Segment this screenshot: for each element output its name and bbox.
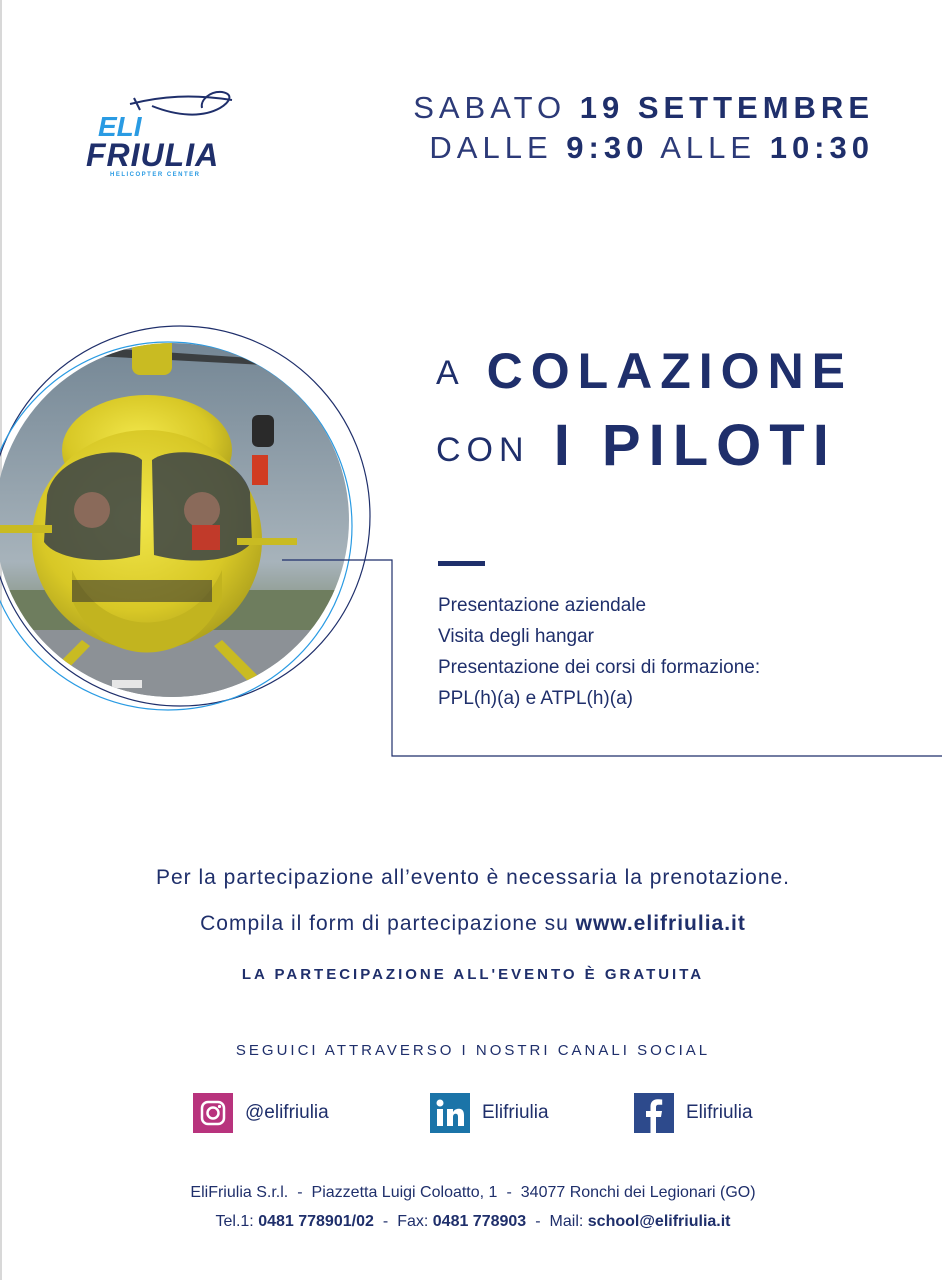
reservation-note: Per la partecipazione all’evento è necessaria la prenotazione. bbox=[155, 866, 791, 889]
fax-number: 0481 778903 bbox=[432, 1213, 527, 1230]
linkedin-handle: Elifriulia bbox=[482, 1102, 549, 1123]
linkedin-link[interactable] bbox=[430, 1091, 549, 1135]
accent-dash bbox=[438, 561, 485, 566]
city: 34077 Ronchi dei Legionari (GO) bbox=[520, 1184, 756, 1201]
footer-contacts: Tel.1: 0481 778901/02 - Fax: 0481 778903 - Mail: school@elifriulia.it bbox=[215, 1213, 731, 1230]
program-item: Presentazione aziendale bbox=[438, 595, 647, 616]
facebook-icon bbox=[634, 1093, 674, 1133]
form-prefix: Compila il form di partecipazione su bbox=[200, 912, 569, 935]
form-note bbox=[2, 912, 942, 936]
day-value: 19 SETTEMBRE bbox=[579, 90, 874, 125]
program-item: PPL(h)(a) e ATPL(h)(a) bbox=[438, 688, 633, 709]
logo-friulia: FRIULIA bbox=[86, 137, 220, 173]
logo-tagline: HELICOPTER CENTER bbox=[110, 172, 201, 178]
event-date bbox=[413, 88, 874, 168]
time-to-prefix: ALLE bbox=[660, 130, 757, 165]
time-to: 10:30 bbox=[769, 130, 874, 165]
phone-number[interactable]: 0481 778901/02 bbox=[258, 1213, 374, 1230]
day-prefix: SABATO bbox=[413, 90, 567, 125]
website-link[interactable]: www.elifriulia.it bbox=[575, 912, 746, 935]
free-notice: LA PARTECIPAZIONE ALL'EVENTO È GRATUITA bbox=[241, 966, 705, 983]
logo-eli: ELI bbox=[98, 111, 142, 142]
title-line-2 bbox=[436, 412, 837, 479]
company-name: EliFriulia S.r.l. bbox=[190, 1184, 289, 1201]
time-from: 9:30 bbox=[566, 130, 649, 165]
title-piloti: I PILOTI bbox=[553, 413, 837, 478]
instagram-handle: @elifriulia bbox=[245, 1102, 329, 1123]
instagram-link[interactable] bbox=[193, 1091, 329, 1135]
social-heading: SEGUICI ATTRAVERSO I NOSTRI CANALI SOCIAL bbox=[235, 1042, 711, 1059]
program-list bbox=[438, 590, 760, 714]
footer-address: EliFriulia S.r.l. - Piazzetta Luigi Coloatto, 1 - 34077 Ronchi dei Legionari (GO) bbox=[190, 1184, 756, 1201]
elifriulia-logo bbox=[82, 86, 242, 181]
title-con: CON bbox=[436, 431, 530, 469]
title-colazione: COLAZIONE bbox=[486, 343, 854, 399]
title-a: A bbox=[436, 354, 465, 392]
facebook-link[interactable] bbox=[634, 1091, 753, 1135]
email-link[interactable]: school@elifriulia.it bbox=[587, 1213, 731, 1230]
facebook-handle: Elifriulia bbox=[686, 1102, 753, 1123]
time-from-prefix: DALLE bbox=[429, 130, 553, 165]
title-line-1 bbox=[436, 342, 853, 400]
helicopter-photo bbox=[0, 280, 382, 760]
street-address: Piazzetta Luigi Coloatto, 1 bbox=[311, 1184, 498, 1201]
linkedin-icon bbox=[430, 1093, 470, 1133]
instagram-icon bbox=[193, 1093, 233, 1133]
program-item: Visita degli hangar bbox=[438, 626, 594, 647]
program-item: Presentazione dei corsi di formazione: bbox=[438, 657, 761, 678]
